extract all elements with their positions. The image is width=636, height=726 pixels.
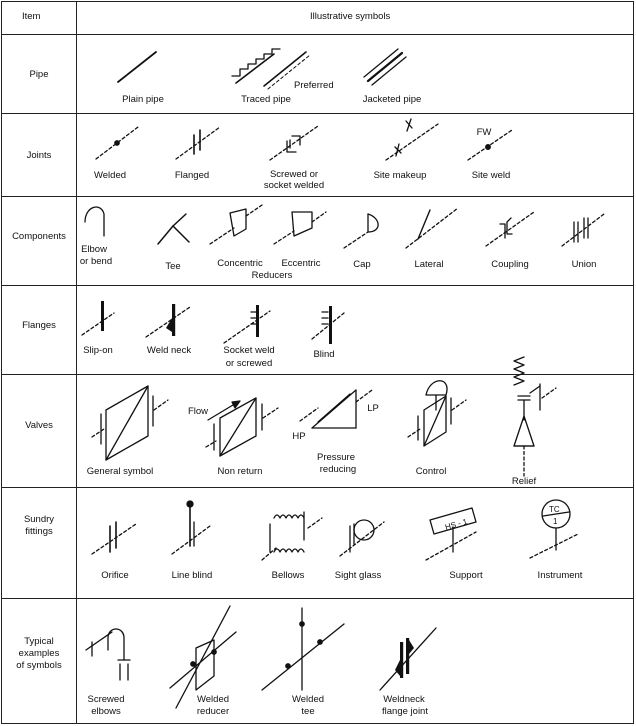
- pressure-reducing-valve-icon: [300, 390, 372, 428]
- label-tee: Tee: [165, 261, 181, 272]
- label-welded: Welded: [93, 170, 127, 181]
- label-concentric: Concentric: [217, 258, 263, 269]
- support-icon: [426, 508, 476, 560]
- label-eccentric: Eccentric: [281, 258, 321, 269]
- label-traced-pipe: Traced pipe: [241, 94, 291, 105]
- label-screwed-or: Screwed or: [269, 169, 319, 180]
- label-pressure: Pressure: [316, 452, 356, 463]
- jacketed-pipe-icon: [364, 49, 406, 85]
- sight-glass-icon: [340, 520, 384, 556]
- label-socket-welded: socket welded: [263, 180, 325, 191]
- tee-icon: [158, 214, 189, 244]
- cap-icon: [344, 214, 378, 248]
- coupling-icon: [486, 212, 534, 246]
- non-return-valve-icon: [206, 398, 278, 456]
- screwed-elbows-icon: [86, 629, 130, 680]
- weld-neck-flange-icon: [146, 304, 190, 337]
- general-valve-icon: [92, 386, 168, 460]
- label-slip-on: Slip-on: [83, 345, 113, 356]
- header-illustrative-symbols: Illustrative symbols: [310, 11, 391, 22]
- label-or-screwed: or screwed: [225, 358, 273, 369]
- elbow-bend-icon: [85, 207, 104, 236]
- welded-tee-icon: [262, 608, 344, 690]
- relief-valve-icon: [514, 357, 556, 476]
- label-cap: Cap: [353, 259, 371, 270]
- row-item-joints: Joints: [26, 150, 52, 161]
- welded-reducer-icon: [170, 606, 236, 708]
- label-screwed: Screwed: [87, 694, 125, 705]
- label-flange-joint: flange joint: [382, 706, 428, 717]
- label-reducing: reducing: [319, 464, 357, 475]
- label-bellows: Bellows: [271, 570, 305, 581]
- row-item-sundry-fittings: Sundry fittings: [23, 514, 55, 537]
- label-lateral: Lateral: [414, 259, 444, 270]
- label-control: Control: [415, 466, 447, 477]
- eccentric-reducer-icon: [274, 212, 326, 244]
- label-line-blind: Line blind: [171, 570, 213, 581]
- concentric-reducer-icon: [210, 205, 262, 244]
- label-support: Support: [449, 570, 483, 581]
- flanged-joint-icon: [176, 127, 220, 159]
- label-plain-pipe: Plain pipe: [122, 94, 164, 105]
- label-sight-glass: Sight glass: [334, 570, 382, 581]
- label-union: Union: [571, 259, 597, 270]
- label-welded-reducer-1: Welded: [196, 694, 230, 705]
- label-site-weld: Site weld: [471, 170, 511, 181]
- label-reducers: Reducers: [251, 270, 293, 281]
- label-flanged: Flanged: [174, 170, 210, 181]
- row-item-typical-examples: Typical examples of symbols: [16, 636, 62, 671]
- orifice-icon: [92, 522, 136, 554]
- label-welded-tee-1: Welded: [291, 694, 325, 705]
- line-blind-icon: [172, 501, 210, 554]
- label-weld-neck: Weld neck: [146, 345, 192, 356]
- bellows-icon: [262, 512, 322, 560]
- welded-joint-icon: [96, 127, 138, 159]
- label-blind: Blind: [313, 349, 335, 360]
- plain-pipe-icon: [118, 52, 156, 82]
- row-item-flanges: Flanges: [22, 320, 56, 331]
- header-item: Item: [22, 11, 41, 22]
- lateral-icon: [406, 208, 458, 248]
- row-item-components: Components: [12, 231, 66, 242]
- instrument-tag-bottom: 1: [553, 517, 558, 526]
- support-tag-text: HS - 1: [444, 516, 469, 532]
- weldneck-flange-joint-icon: [380, 628, 436, 690]
- screwed-socket-welded-joint-icon: [270, 126, 318, 160]
- control-valve-icon: [408, 381, 466, 446]
- label-weldneck: Weldneck: [383, 694, 425, 705]
- label-coupling: Coupling: [491, 259, 529, 270]
- union-icon: [562, 214, 604, 246]
- label-relief: Relief: [511, 476, 537, 487]
- label-flow: Flow: [187, 406, 209, 417]
- label-welded-tee-2: tee: [301, 706, 315, 717]
- slip-on-flange-icon: [82, 301, 114, 335]
- label-welded-reducer-2: reducer: [196, 706, 230, 717]
- socket-weld-screwed-flange-icon: [224, 305, 270, 343]
- row-item-valves: Valves: [25, 420, 53, 431]
- label-fw: FW: [476, 127, 492, 138]
- label-non-return: Non return: [217, 466, 263, 477]
- row-item-pipe: Pipe: [29, 69, 49, 80]
- label-site-makeup: Site makeup: [373, 170, 427, 181]
- blind-flange-icon: [312, 306, 344, 344]
- label-jacketed-pipe: Jacketed pipe: [362, 94, 422, 105]
- label-instrument: Instrument: [537, 570, 583, 581]
- label-general-symbol: General symbol: [86, 466, 154, 477]
- label-preferred: Preferred: [294, 80, 334, 91]
- label-or-bend: or bend: [79, 256, 113, 267]
- label-lp: LP: [367, 403, 379, 414]
- site-makeup-joint-icon: [386, 119, 438, 160]
- label-socket-weld: Socket weld: [223, 345, 275, 356]
- label-hp: HP: [292, 431, 306, 442]
- label-elbow: Elbow: [81, 244, 107, 255]
- instrument-tag-top: TC: [549, 505, 560, 514]
- label-orifice: Orifice: [101, 570, 129, 581]
- label-elbows: elbows: [91, 706, 121, 717]
